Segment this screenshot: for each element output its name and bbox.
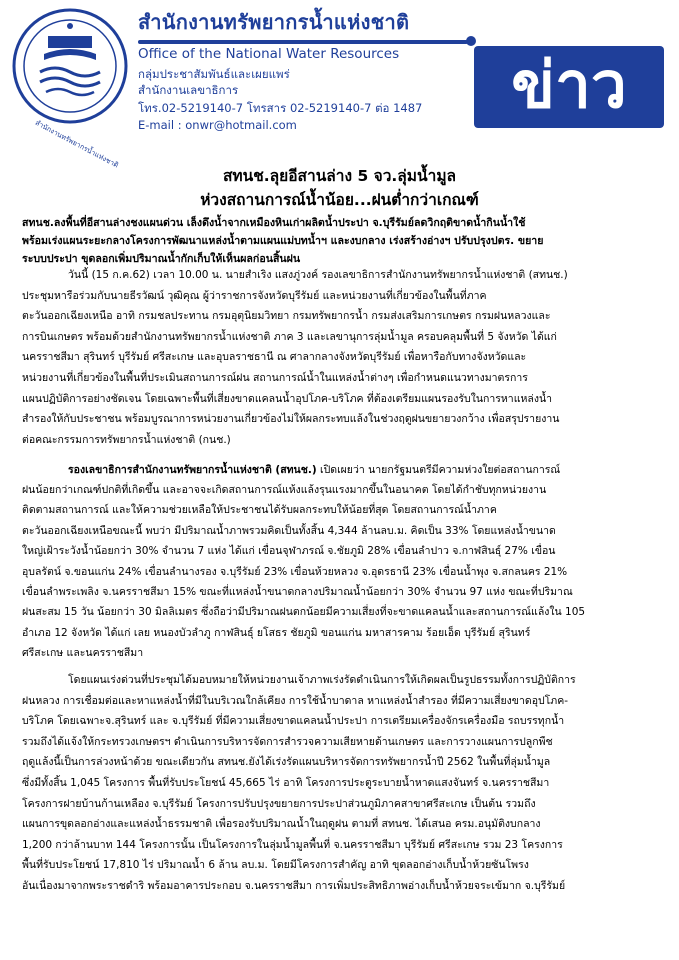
- onwr-seal-logo-icon: [10, 6, 130, 126]
- department-line-2: สำนักงานเลขาธิการ: [138, 83, 239, 97]
- paragraph1-line: การบินเกษตร พร้อมด้วยสำนักงานทรัพยากรน้ำแห่งชาติ ภาค 3 และเลขานุการลุ่มน้ำมูล ครอบคลุมพื้นที่ 5 จังหวัด ได้แก่: [22, 330, 557, 343]
- paragraph2-line: อุบลรัตน์ จ.ขอนแก่น 24% เขื่อนลำนางรอง จ.บุรีรัมย์ 23% เขื่อนห้วยหลวง จ.อุดรธานี 23% เขื่อนน้ำพุง จ.สกลนคร 21%: [22, 565, 568, 578]
- summary-line: สทนช.ลงพื้นที่อีสานล่างชงแผนด่วน เล็งดึงน้ำจากเหมืองหินเก่าผลิตน้ำประปา จ.บุรีรัมย์ลดวิกฤติขาดน้ำกินน้ำใช้: [22, 217, 526, 229]
- phone-fax-line: โทร.02-5219140-7 โทรสาร 02-5219140-7 ต่อ 1487: [138, 101, 423, 115]
- paragraph3-line: รวมถึงได้แจ้งให้กระทรวงเกษตรฯ ดำเนินการบริหารจัดการสำรวจความเสียหายด้านเกษตร และการวางแผนการปลูกพืช: [22, 735, 553, 748]
- paragraph2-line: ศรีสะเกษ และนครราชสีมา: [22, 647, 144, 660]
- paragraph3-line: บริโภค โดยเฉพาะจ.สุรินทร์ และ จ.บุรีรัมย์ ที่มีความเสี่ยงขาดแคลนน้ำประปา การเตรียมเครื่องจักรเครื่องมือ รถบรรทุกน้ำ: [22, 715, 565, 728]
- headline-line-2: ห่วงสถานการณ์น้ำน้อย...ฝนต่ำกว่าเกณฑ์: [200, 191, 479, 209]
- org-name-thai: สำนักงานทรัพยากรน้ำแห่งชาติ: [138, 10, 410, 34]
- paragraph-2-first-line: [68, 461, 560, 478]
- paragraph3-line: 1,200 กว่าล้านบาท 144 โครงการนั้น เป็นโครงการในลุ่มน้ำมูลพื้นที่ จ.นครราชสีมา บุรีรัมย์ ศรีสะเกษ รวม 23 โครงการ: [22, 838, 563, 851]
- paragraph2-line: เขื่อนลำพระเพลิง จ.นครราชสีมา 15% ขณะที่แหล่งน้ำขนาดกลางปริมาณน้ำน้อยกว่า 30% จำนวน 97 แห่ง ขณะที่ปริมาณ: [22, 586, 573, 598]
- paragraph1-line: วันนี้ (15 ก.ค.62) เวลา 10.00 น. นายสำเริง แสงภู่วงค์ รองเลขาธิการสำนักงานทรัพยากรน้ำแห่งชาติ (สทนช.): [68, 269, 568, 281]
- department-line-1: กลุ่มประชาสัมพันธ์และเผยแพร่: [138, 67, 290, 81]
- paragraph1-line: ตะวันออกเฉียงเหนือ อาทิ กรมชลประทาน กรมอุตุนิยมวิทยา กรมทรัพยากรน้ำ กรมส่งเสริมการเกษตร กรมฝนหลวงและ: [22, 310, 551, 323]
- paragraph1-line: ต่อคณะกรรมการทรัพยากรน้ำแห่งชาติ (กนช.): [22, 433, 231, 446]
- paragraph3-line: แผนการขุดลอกอ่างและแหล่งน้ำธรรมชาติ เพื่อรองรับปริมาณน้ำในฤดูฝน ตามที่ สทนช. ได้เสนอ ครม.อนุมัติงบกลาง: [22, 818, 541, 831]
- paragraph-2-first-rest: เปิดเผยว่า นายกรัฐมนตรีมีความห่วงใยต่อสถานการณ์: [316, 464, 561, 476]
- seal-caption: สำนักงานทรัพยากรน้ำแห่งชาติ: [33, 118, 120, 170]
- paragraph1-line: สำรองให้กับประชาชน พร้อมบูรณาการหน่วยงานเกี่ยวข้องไม่ให้ผลกระทบแล้งในช่วงฤดูฝนขยายวงกว้าง เพื่อสรุปรายงาน: [22, 413, 560, 426]
- headline-line-1: สทนช.ลุยอีสานล่าง 5 จว.ลุ่มน้ำมูล: [222, 167, 457, 185]
- paragraph2-line: ติดตามสถานการณ์ และให้ความช่วยเหลือให้ประชาชนได้รับผลกระทบให้น้อยที่สุด โดยสถานการณ์น้ำภาค: [22, 504, 497, 517]
- email-line: E-mail : onwr@hotmail.com: [138, 118, 297, 132]
- paragraph3-line: โครงการฝายบ้านก้านเหลือง จ.บุรีรัมย์ โครงการปรับปรุงขยายการประปาส่วนภูมิภาคสาขาศรีสะเกษ เป็นต้น รวมถึง: [22, 797, 536, 810]
- paragraph3-line: ฝนหลวง การเชื่อมต่อและหาแหล่งน้ำที่มีในบริเวณใกล้เคียง การใช้น้ำบาดาล หาแหล่งน้ำสำรอง ที่มีความเสี่ยงขาดอุปโภค-: [22, 694, 569, 707]
- paragraph3-line: อันเนื่องมาจากพระราชดำริ พร้อมอาคารประกอบ จ.นครราชสีมา การเพิ่มประสิทธิภาพอ่างเก็บน้ำห้วยจระเข้มาก จ.บุรีรัมย์: [22, 880, 566, 892]
- summary-line: ระบบประปา ขุดลอกเพิ่มปริมาณน้ำกักเก็บให้เห็นผลก่อนสิ้นฝน: [22, 253, 301, 265]
- paragraph2-line: อำเภอ 12 จังหวัด ได้แก่ เลย หนองบัวลำภู กาฬสินธุ์ ยโสธร ชัยภูมิ ขอนแก่น มหาสารคาม ร้อยเอ็ด บุรีรัมย์ สุรินทร์: [22, 626, 531, 639]
- news-badge: [474, 46, 664, 128]
- letterhead: [0, 0, 679, 170]
- header-rule: [138, 40, 468, 44]
- paragraph3-line: โดยแผนเร่งด่วนที่ประชุมได้มอบหมายให้หน่วยงานเจ้าภาพเร่งรัดดำเนินการให้เกิดผลเป็นรูปธรรมทั้งการปฏิบัติการ: [68, 674, 576, 686]
- paragraph2-line: ฝนสะสม 15 วัน น้อยกว่า 30 มิลลิเมตร ซึ่งถือว่ามีปริมาณฝนตกน้อยมีความเสี่ยงที่จะขาดแคลนน้ำและสถานการณ์แล้งใน 105: [22, 606, 586, 619]
- paragraph2-line: ฝนน้อยกว่าเกณฑ์ปกติที่เกิดขึ้น และอาจจะเกิดสถานการณ์แห้งแล้งรุนแรงมากขึ้นในอนาคต โดยได้กำชับทุกหน่วยงาน: [22, 484, 547, 496]
- org-name-english: Office of the National Water Resources: [138, 46, 400, 62]
- paragraph3-line: พื้นที่รับประโยชน์ 17,810 ไร่ ปริมาณน้ำ 6 ล้าน ลบ.ม. โดยมีโครงการสำคัญ อาทิ ขุดลอกอ่างเก็บน้ำห้วยซันโพรง: [22, 859, 529, 872]
- paragraph1-line: นครราชสีมา สุรินทร์ บุรีรัมย์ ศรีสะเกษ และอุบลราชธานี ณ ศาลากลางจังหวัดบุรีรัมย์ เพื่อหารือกับทางจังหวัดและ: [22, 351, 527, 364]
- paragraph-2-lead: รองเลขาธิการสำนักงานทรัพยากรน้ำแห่งชาติ (สทนช.): [68, 464, 317, 476]
- summary-line: พร้อมเร่งแผนระยะกลางโครงการพัฒนาแหล่งน้ำตามแผนแม่บทน้ำฯ และงบกลาง เร่งสร้างอ่างฯ ปรับปรุงปตร. ขยาย: [22, 235, 544, 247]
- paragraph2-line: ใหญ่เฝ้าระวังน้ำน้อยกว่า 30% จำนวน 7 แห่ง ได้แก่ เขื่อนจุฬาภรณ์ จ.ชัยภูมิ 28% เขื่อนลำปาว จ.กาฬสินธุ์ 27% เขื่อน: [22, 545, 556, 558]
- paragraph3-line: ซึ่งมีทั้งสิ้น 1,045 โครงการ พื้นที่รับประโยชน์ 45,665 ไร่ อาทิ โครงการประตูระบายน้ำหาดแสงจันทร์ จ.นครราชสีมา: [22, 777, 550, 789]
- paragraph1-line: หน่วยงานที่เกี่ยวข้องในพื้นที่ประเมินสถานการณ์ฝน สถานการณ์น้ำในแหล่งน้ำต่างๆ เพื่อกำหนดแนวทางมาตรการ: [22, 372, 528, 384]
- news-badge-label: ข่าว: [511, 49, 627, 123]
- paragraph3-line: ฤดูแล้งนี้เป็นการล่วงหน้าด้วย ขณะเดียวกัน สทนช.ยังได้เร่งรัดแผนบริหารจัดการทรัพยากรน้ำปี 2562 ในพื้นที่ลุ่มน้ำมูล: [22, 756, 551, 769]
- paragraph1-line: แผนปฏิบัติการอย่างชัดเจน โดยเฉพาะพื้นที่เสี่ยงขาดแคลนน้ำอุปโภค-บริโภค ที่ต้องเตรียมแผนรองรับในการหาแหล่งน้ำ: [22, 392, 553, 405]
- paragraph1-line: ประชุมหารือร่วมกับนายธีรวัฒน์ วุฒิคุณ ผู้ว่าราชการจังหวัดบุรีรัมย์ และหน่วยงานที่เกี่ยวข้องในพื้นที่ภาค: [22, 289, 487, 302]
- paragraph2-line: ตะวันออกเฉียงเหนือขณะนี้ พบว่า มีปริมาณน้ำภาพรวมคิดเป็นทั้งสิ้น 4,344 ล้านลบ.ม. คิดเป็น 33% โดยแหล่งน้ำขนาด: [22, 524, 556, 537]
